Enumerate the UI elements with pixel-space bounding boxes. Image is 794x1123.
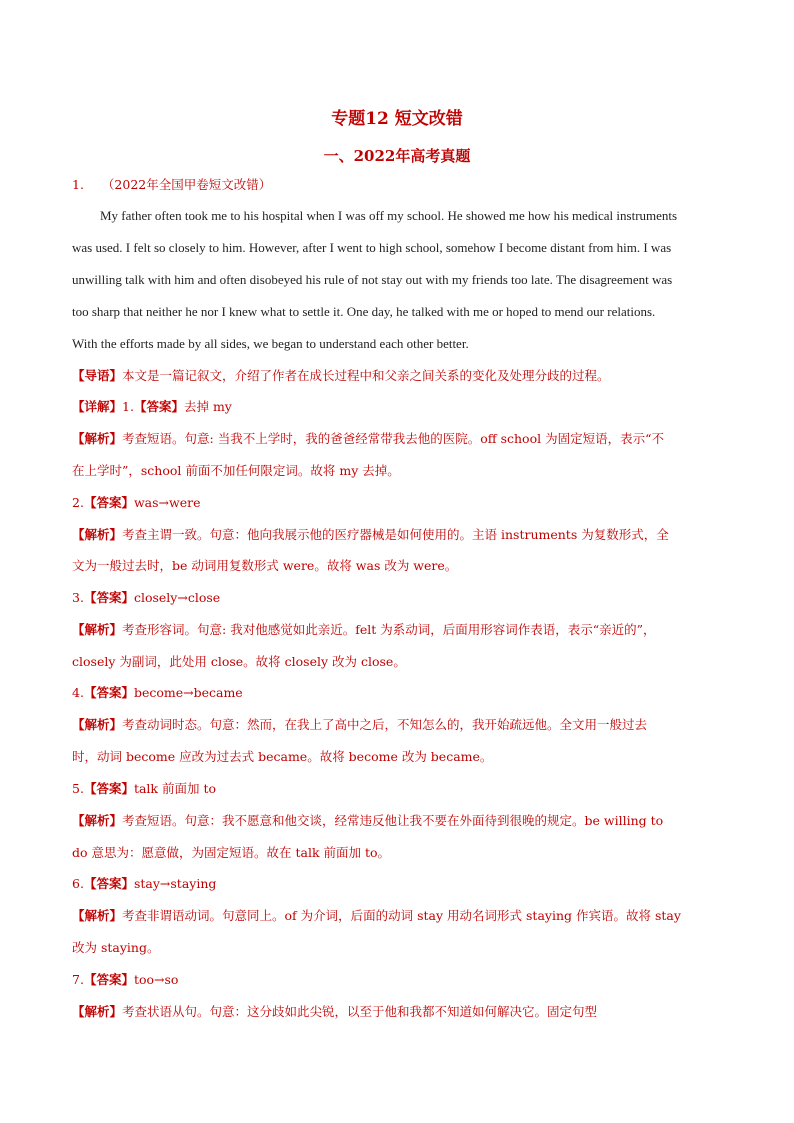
- answer-text: talk 前面加 to: [133, 781, 216, 796]
- item-3-answer: [72, 589, 220, 607]
- answer-text: was→were: [133, 495, 201, 510]
- answer-tag: 【答案】: [83, 495, 134, 510]
- analysis-text: 考查短语。句意: 当我不上学时，我的爸爸经常带我去他的医院。off school 为固定短语，表示“不: [122, 431, 664, 446]
- item-5-analysis-cont: do 意思为：愿意做，为固定短语。故在 talk 前面加 to。: [72, 845, 391, 860]
- item-number: 1.: [122, 399, 134, 414]
- answer-tag: 【答案】: [83, 781, 134, 796]
- analysis-text: 考查非谓语动词。句意同上。of 为介词，后面的动词 stay 用动名词形式 staying 作宾语。故将 stay: [122, 908, 681, 923]
- passage-line-4: too sharp that neither he nor I knew what to settle it. One day, he talked with me or hoped to mend our relations.: [72, 304, 656, 319]
- passage-line-3: unwilling talk with him and often disobeyed his rule of not stay out with my friends too late. The disagreement was: [72, 272, 673, 287]
- item-3-analysis-cont: closely 为副词，此处用 close。故将 closely 改为 close。: [72, 654, 406, 669]
- passage-line-2: was used. I felt so closely to him. However, after I went to high school, somehow I become distant from him. I was: [72, 240, 672, 255]
- question-number: 1.: [72, 177, 84, 192]
- guide-tag: 【导语】: [72, 368, 123, 383]
- analysis-text: 考查动词时态。句意：然而，在我上了高中之后，不知怎么的，我开始疏远他。全文用一般过去: [122, 717, 648, 732]
- item-6-analysis-cont: 改为 staying。: [72, 940, 160, 955]
- analysis-tag: 【解析】: [72, 908, 123, 923]
- item-4-answer: [72, 684, 243, 702]
- answer-text: closely→close: [133, 590, 221, 605]
- answer-tag: 【答案】: [83, 590, 134, 605]
- item-1-analysis-cont: 在上学时”，school 前面不加任何限定词。故将 my 去掉。: [72, 463, 400, 478]
- item-number: 5.: [72, 781, 84, 796]
- page-title: 专题12 短文改错: [331, 109, 463, 129]
- analysis-tag: 【解析】: [72, 813, 123, 828]
- section-subtitle: 一、2022年高考真题: [323, 147, 471, 165]
- analysis-tag: 【解析】: [72, 717, 123, 732]
- analysis-tag: 【解析】: [72, 431, 123, 446]
- item-3-analysis: [72, 621, 656, 639]
- item-number: 3.: [72, 590, 84, 605]
- answer-text: become→became: [133, 685, 243, 700]
- detail-tag: 【详解】: [72, 399, 123, 414]
- item-1-answer: [72, 398, 232, 416]
- item-2-analysis-cont: 文为一般过去时，be 动词用复数形式 were。故将 was 改为 were。: [72, 558, 458, 573]
- question-header: [72, 176, 271, 194]
- analysis-tag: 【解析】: [72, 622, 123, 637]
- guide-text: 本文是一篇记叙文，介绍了作者在成长过程中和父亲之间关系的变化及处理分歧的过程。: [122, 368, 610, 383]
- analysis-text: 考查状语从句。句意：这分歧如此尖锐，以至于他和我都不知道如何解决它。固定句型: [122, 1004, 598, 1019]
- item-number: 4.: [72, 685, 84, 700]
- guide-line: [72, 367, 610, 385]
- item-6-analysis: [72, 907, 681, 925]
- analysis-text: 考查短语。句意：我不愿意和他交谈，经常违反他让我不要在外面待到很晚的规定。be willing to: [122, 813, 664, 828]
- item-1-analysis: [72, 430, 664, 448]
- question-source: （2022年全国甲卷短文改错）: [101, 177, 272, 192]
- analysis-tag: 【解析】: [72, 527, 123, 542]
- analysis-text: 考查形容词。句意: 我对他感觉如此亲近。felt 为系动词，后面用形容词作表语，表示“亲近的”，: [122, 622, 656, 637]
- answer-tag: 【答案】: [83, 972, 134, 987]
- item-7-analysis: [72, 1003, 597, 1021]
- answer-tag: 【答案】: [83, 876, 134, 891]
- item-2-answer: [72, 494, 200, 512]
- item-number: 2.: [72, 495, 84, 510]
- item-5-answer: [72, 780, 216, 798]
- analysis-text: 考查主谓一致。句意：他向我展示他的医疗器械是如何使用的。主语 instruments 为复数形式，全: [122, 527, 669, 542]
- passage-line-1: My father often took me to his hospital when I was off my school. He showed me how his medical instruments: [100, 208, 678, 223]
- answer-text: too→so: [133, 972, 179, 987]
- item-4-analysis: [72, 716, 647, 734]
- item-4-analysis-cont: 时，动词 become 应改为过去式 became。故将 become 改为 became。: [72, 749, 493, 764]
- passage-line-5: With the efforts made by all sides, we began to understand each other better.: [72, 336, 469, 351]
- answer-tag: 【答案】: [83, 685, 134, 700]
- item-7-answer: [72, 971, 178, 989]
- item-5-analysis: [72, 812, 663, 830]
- item-number: 7.: [72, 972, 84, 987]
- answer-text: stay→staying: [133, 876, 217, 891]
- answer-tag: 【答案】: [133, 399, 184, 414]
- answer-text: 去掉 my: [183, 399, 232, 414]
- item-number: 6.: [72, 876, 84, 891]
- analysis-tag: 【解析】: [72, 1004, 123, 1019]
- item-6-answer: [72, 875, 216, 893]
- item-2-analysis: [72, 526, 669, 544]
